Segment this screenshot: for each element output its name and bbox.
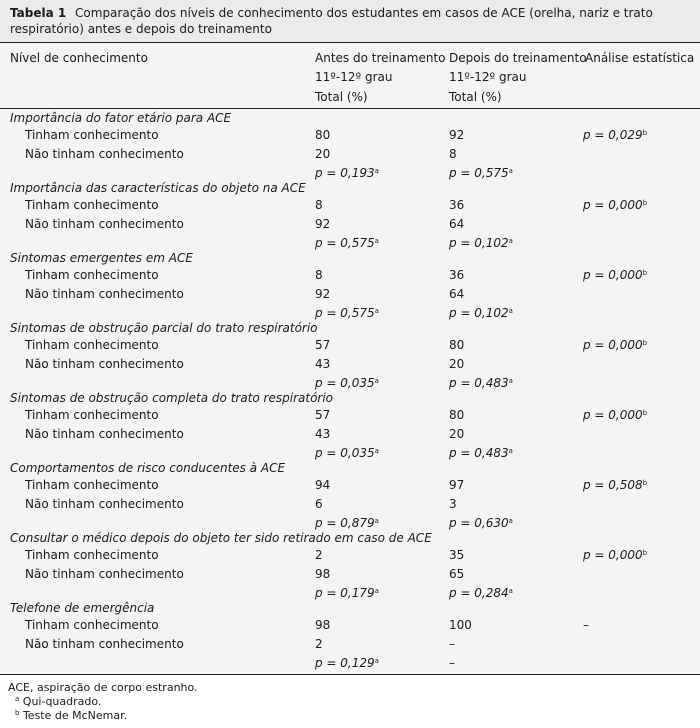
cell-tinham-antes: 94 bbox=[315, 478, 331, 492]
row-label-nao-tinham: Não tinham conhecimento bbox=[25, 637, 184, 651]
header-grade-depois: 11º-12º grau bbox=[449, 70, 527, 84]
cell-nao-depois: 65 bbox=[449, 567, 465, 581]
row-label-nao-tinham: Não tinham conhecimento bbox=[25, 497, 184, 511]
cell-tinham-antes: 80 bbox=[315, 128, 331, 142]
cell-p-antes: p = 0,879$^a$ bbox=[315, 516, 379, 530]
header-grade-antes: 11º-12º grau bbox=[315, 70, 393, 84]
group-title: Telefone de emergência bbox=[10, 601, 155, 615]
cell-nao-antes: 92 bbox=[315, 217, 331, 231]
cell-analise: p = 0,000$^b$ bbox=[583, 408, 648, 422]
cell-p-antes: p = 0,575$^a$ bbox=[315, 306, 379, 320]
cell-tinham-antes: 57 bbox=[315, 338, 331, 352]
row-label-tinham: Tinham conhecimento bbox=[25, 338, 159, 352]
table-caption bbox=[0, 0, 700, 42]
header-depois: Depois do treinamento bbox=[449, 51, 587, 65]
footnote-a: $^a$ Qui-quadrado. bbox=[15, 695, 102, 708]
cell-nao-antes: 43 bbox=[315, 427, 331, 441]
cell-p-antes: p = 0,575$^a$ bbox=[315, 236, 379, 250]
cell-nao-depois: 64 bbox=[449, 217, 465, 231]
cell-tinham-depois: 100 bbox=[449, 618, 472, 632]
cell-tinham-depois: 80 bbox=[449, 338, 465, 352]
cell-analise: p = 0,508$^b$ bbox=[583, 478, 648, 492]
row-label-tinham: Tinham conhecimento bbox=[25, 408, 159, 422]
group-title: Consultar o médico depois do objeto ter sido retirado em caso de ACE bbox=[10, 531, 432, 545]
cell-nao-antes: 92 bbox=[315, 287, 331, 301]
cell-nao-depois: – bbox=[449, 637, 455, 651]
row-label-nao-tinham: Não tinham conhecimento bbox=[25, 427, 184, 441]
row-label-nao-tinham: Não tinham conhecimento bbox=[25, 217, 184, 231]
header-total-depois: Total (%) bbox=[449, 90, 502, 104]
table-top-rule bbox=[0, 42, 700, 43]
cell-analise: p = 0,029$^b$ bbox=[583, 128, 648, 142]
row-label-tinham: Tinham conhecimento bbox=[25, 548, 159, 562]
cell-p-antes: p = 0,035$^a$ bbox=[315, 376, 379, 390]
cell-nao-depois: 20 bbox=[449, 357, 465, 371]
cell-p-antes: p = 0,129$^a$ bbox=[315, 656, 379, 670]
cell-p-depois: p = 0,102$^a$ bbox=[449, 306, 513, 320]
group-title: Sintomas emergentes em ACE bbox=[10, 251, 193, 265]
cell-analise: p = 0,000$^b$ bbox=[583, 338, 648, 352]
cell-nao-depois: 3 bbox=[449, 497, 457, 511]
cell-p-depois: – bbox=[449, 656, 455, 670]
header-antes: Antes do treinamento bbox=[315, 51, 446, 65]
row-label-tinham: Tinham conhecimento bbox=[25, 618, 159, 632]
cell-p-depois: p = 0,284$^a$ bbox=[449, 586, 513, 600]
cell-tinham-depois: 35 bbox=[449, 548, 465, 562]
cell-tinham-antes: 98 bbox=[315, 618, 331, 632]
group-title: Sintomas de obstrução parcial do trato respiratório bbox=[10, 321, 318, 335]
header-nivel: Nível de conhecimento bbox=[10, 51, 148, 65]
row-label-tinham: Tinham conhecimento bbox=[25, 128, 159, 142]
cell-tinham-antes: 57 bbox=[315, 408, 331, 422]
group-title: Importância das características do objeto na ACE bbox=[10, 181, 306, 195]
cell-tinham-depois: 97 bbox=[449, 478, 465, 492]
cell-p-depois: p = 0,483$^a$ bbox=[449, 376, 513, 390]
cell-p-depois: p = 0,102$^a$ bbox=[449, 236, 513, 250]
cell-tinham-depois: 36 bbox=[449, 198, 465, 212]
row-label-tinham: Tinham conhecimento bbox=[25, 198, 159, 212]
cell-nao-depois: 8 bbox=[449, 147, 457, 161]
cell-p-antes: p = 0,035$^a$ bbox=[315, 446, 379, 460]
caption-text: Comparação dos níveis de conhecimento dos estudantes em casos de ACE (orelha, nariz e trato respiratório) antes e depois do treinamento bbox=[10, 6, 653, 36]
group-title: Comportamentos de risco conducentes à ACE bbox=[10, 461, 286, 475]
row-label-nao-tinham: Não tinham conhecimento bbox=[25, 287, 184, 301]
cell-p-depois: p = 0,483$^a$ bbox=[449, 446, 513, 460]
cell-analise: – bbox=[583, 618, 589, 632]
cell-tinham-depois: 80 bbox=[449, 408, 465, 422]
cell-tinham-depois: 92 bbox=[449, 128, 465, 142]
table-bottom-rule bbox=[0, 674, 700, 675]
group-title: Importância do fator etário para ACE bbox=[10, 111, 232, 125]
cell-nao-antes: 98 bbox=[315, 567, 331, 581]
cell-tinham-antes: 2 bbox=[315, 548, 323, 562]
cell-nao-depois: 20 bbox=[449, 427, 465, 441]
cell-analise: p = 0,000$^b$ bbox=[583, 268, 648, 282]
row-label-nao-tinham: Não tinham conhecimento bbox=[25, 357, 184, 371]
cell-tinham-depois: 36 bbox=[449, 268, 465, 282]
cell-analise: p = 0,000$^b$ bbox=[583, 198, 648, 212]
row-label-nao-tinham: Não tinham conhecimento bbox=[25, 567, 184, 581]
footnote-b: $^b$ Teste de McNemar. bbox=[15, 709, 128, 722]
cell-nao-depois: 64 bbox=[449, 287, 465, 301]
row-label-tinham: Tinham conhecimento bbox=[25, 478, 159, 492]
header-rule bbox=[0, 108, 700, 109]
cell-analise: p = 0,000$^b$ bbox=[583, 548, 648, 562]
group-title: Sintomas de obstrução completa do trato respiratório bbox=[10, 391, 334, 405]
cell-p-antes: p = 0,179$^a$ bbox=[315, 586, 379, 600]
cell-p-antes: p = 0,193$^a$ bbox=[315, 166, 379, 180]
header-total-antes: Total (%) bbox=[315, 90, 368, 104]
cell-nao-antes: 20 bbox=[315, 147, 331, 161]
footnote-abbrev: ACE, aspiração de corpo estranho. bbox=[8, 681, 198, 694]
cell-tinham-antes: 8 bbox=[315, 198, 323, 212]
row-label-tinham: Tinham conhecimento bbox=[25, 268, 159, 282]
cell-nao-antes: 2 bbox=[315, 637, 323, 651]
row-label-nao-tinham: Não tinham conhecimento bbox=[25, 147, 184, 161]
caption-label: Tabela 1 bbox=[10, 6, 67, 20]
cell-tinham-antes: 8 bbox=[315, 268, 323, 282]
cell-p-depois: p = 0,575$^a$ bbox=[449, 166, 513, 180]
cell-nao-antes: 43 bbox=[315, 357, 331, 371]
cell-p-depois: p = 0,630$^a$ bbox=[449, 516, 513, 530]
header-analise: Análise estatística bbox=[585, 51, 695, 65]
cell-nao-antes: 6 bbox=[315, 497, 323, 511]
